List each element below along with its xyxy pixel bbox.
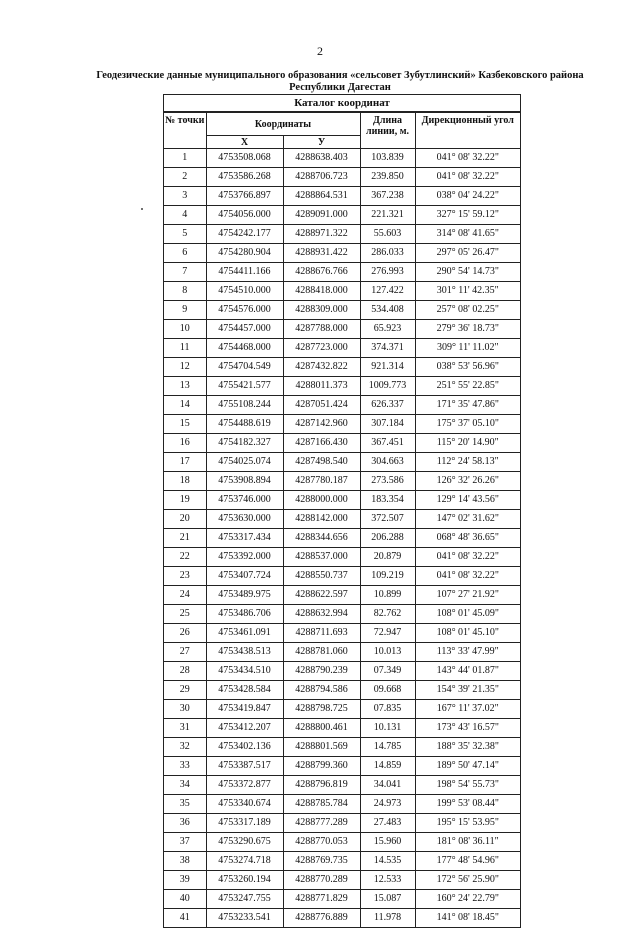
direction-angle-cell: 147° 02' 31.62": [415, 510, 520, 529]
point-number-cell: 26: [164, 624, 206, 643]
line-length-cell: 307.184: [360, 415, 415, 434]
direction-angle-cell: 251° 55' 22.85": [415, 377, 520, 396]
point-number-cell: 27: [164, 643, 206, 662]
direction-angle-cell: 038° 04' 24.22": [415, 187, 520, 206]
table-row: [164, 586, 520, 605]
table-row: [164, 377, 520, 396]
point-number-cell: 28: [164, 662, 206, 681]
line-length-cell: 626.337: [360, 396, 415, 415]
page-number: 2: [317, 44, 323, 58]
x-coordinate-cell: 4754576.000: [206, 301, 283, 320]
coordinates-table: [164, 112, 520, 927]
point-number-cell: 18: [164, 472, 206, 491]
y-coordinate-cell: 4288000.000: [283, 491, 360, 510]
point-number-cell: 37: [164, 833, 206, 852]
y-coordinate-cell: 4288794.586: [283, 681, 360, 700]
table-row: [164, 149, 520, 168]
x-coordinate-cell: 4753746.000: [206, 491, 283, 510]
table-row: [164, 776, 520, 795]
direction-angle-cell: 068° 48' 36.65": [415, 529, 520, 548]
line-length-cell: 127.422: [360, 282, 415, 301]
y-coordinate-cell: 4288790.239: [283, 662, 360, 681]
x-coordinate-cell: 4754280.904: [206, 244, 283, 263]
x-coordinate-cell: 4754056.000: [206, 206, 283, 225]
line-length-cell: 10.013: [360, 643, 415, 662]
table-row: [164, 738, 520, 757]
direction-angle-cell: 143° 44' 01.87": [415, 662, 520, 681]
table-row: [164, 396, 520, 415]
y-coordinate-cell: 4287788.000: [283, 320, 360, 339]
y-coordinate-cell: 4288632.994: [283, 605, 360, 624]
y-coordinate-cell: 4288864.531: [283, 187, 360, 206]
x-coordinate-cell: 4753438.513: [206, 643, 283, 662]
line-length-cell: 273.586: [360, 472, 415, 491]
x-coordinate-cell: 4755108.244: [206, 396, 283, 415]
y-coordinate-cell: 4287723.000: [283, 339, 360, 358]
line-length-cell: 367.451: [360, 434, 415, 453]
y-coordinate-cell: 4288776.889: [283, 909, 360, 928]
catalog-title: Каталог координат: [164, 95, 520, 112]
y-coordinate-cell: 4288771.829: [283, 890, 360, 909]
point-number-cell: 34: [164, 776, 206, 795]
table-row: [164, 206, 520, 225]
y-coordinate-cell: 4288799.360: [283, 757, 360, 776]
line-length-cell: 14.535: [360, 852, 415, 871]
point-number-cell: 7: [164, 263, 206, 282]
point-number-cell: 10: [164, 320, 206, 339]
x-coordinate-cell: 4755421.577: [206, 377, 283, 396]
direction-angle-cell: 041° 08' 32.22": [415, 567, 520, 586]
line-length-cell: 15.087: [360, 890, 415, 909]
direction-angle-cell: 189° 50' 47.14": [415, 757, 520, 776]
y-coordinate-cell: 4288418.000: [283, 282, 360, 301]
x-coordinate-cell: 4753434.510: [206, 662, 283, 681]
y-coordinate-cell: 4288796.819: [283, 776, 360, 795]
x-coordinate-cell: 4754025.074: [206, 453, 283, 472]
y-coordinate-cell: 4288711.693: [283, 624, 360, 643]
direction-angle-cell: 301° 11' 42.35": [415, 282, 520, 301]
line-length-cell: 183.354: [360, 491, 415, 510]
line-length-cell: 12.533: [360, 871, 415, 890]
line-length-cell: 20.879: [360, 548, 415, 567]
y-coordinate-cell: 4288676.766: [283, 263, 360, 282]
table-row: [164, 605, 520, 624]
line-length-cell: 07.835: [360, 700, 415, 719]
table-row: [164, 890, 520, 909]
x-coordinate-cell: 4753630.000: [206, 510, 283, 529]
direction-angle-cell: 108° 01' 45.09": [415, 605, 520, 624]
x-coordinate-cell: 4753461.091: [206, 624, 283, 643]
y-coordinate-cell: 4288798.725: [283, 700, 360, 719]
x-coordinate-cell: 4753233.541: [206, 909, 283, 928]
line-length-cell: 304.663: [360, 453, 415, 472]
direction-angle-cell: 171° 35' 47.86": [415, 396, 520, 415]
x-coordinate-cell: 4754468.000: [206, 339, 283, 358]
point-number-cell: 14: [164, 396, 206, 415]
table-row: [164, 434, 520, 453]
direction-angle-cell: 126° 32' 26.26": [415, 472, 520, 491]
x-coordinate-cell: 4753402.136: [206, 738, 283, 757]
table-row: [164, 567, 520, 586]
line-length-cell: 72.947: [360, 624, 415, 643]
y-coordinate-cell: 4288931.422: [283, 244, 360, 263]
direction-angle-cell: 038° 53' 56.96": [415, 358, 520, 377]
y-coordinate-cell: 4288622.597: [283, 586, 360, 605]
direction-angle-cell: 195° 15' 53.95": [415, 814, 520, 833]
direction-angle-cell: 175° 37' 05.10": [415, 415, 520, 434]
direction-angle-cell: 041° 08' 32.22": [415, 548, 520, 567]
line-length-cell: 239.850: [360, 168, 415, 187]
y-coordinate-cell: 4288800.461: [283, 719, 360, 738]
table-row: [164, 624, 520, 643]
direction-angle-cell: 327° 15' 59.12": [415, 206, 520, 225]
x-coordinate-cell: 4753428.584: [206, 681, 283, 700]
table-row: [164, 187, 520, 206]
y-coordinate-cell: 4287432.822: [283, 358, 360, 377]
header-y: У: [283, 136, 360, 149]
point-number-cell: 17: [164, 453, 206, 472]
x-coordinate-cell: 4754488.619: [206, 415, 283, 434]
y-coordinate-cell: 4288781.060: [283, 643, 360, 662]
x-coordinate-cell: 4754182.327: [206, 434, 283, 453]
x-coordinate-cell: 4753387.517: [206, 757, 283, 776]
line-length-cell: 286.033: [360, 244, 415, 263]
direction-angle-cell: 257° 08' 02.25": [415, 301, 520, 320]
point-number-cell: 2: [164, 168, 206, 187]
x-coordinate-cell: 4754411.166: [206, 263, 283, 282]
direction-angle-cell: 129° 14' 43.56": [415, 491, 520, 510]
x-coordinate-cell: 4753317.434: [206, 529, 283, 548]
table-row: [164, 491, 520, 510]
header-point-number: № точки: [164, 113, 206, 149]
point-number-cell: 40: [164, 890, 206, 909]
line-length-cell: 109.219: [360, 567, 415, 586]
header-direction-angle: Дирекционный угол: [415, 113, 520, 149]
line-length-cell: 221.321: [360, 206, 415, 225]
point-number-cell: 39: [164, 871, 206, 890]
table-row: [164, 833, 520, 852]
line-length-cell: 15.960: [360, 833, 415, 852]
line-length-cell: 11.978: [360, 909, 415, 928]
title-line-1: Геодезические данные муниципального образования «сельсовет Зубутлинский» Казбековского района: [96, 70, 584, 81]
line-length-cell: 82.762: [360, 605, 415, 624]
line-length-cell: 07.349: [360, 662, 415, 681]
line-length-cell: 10.131: [360, 719, 415, 738]
point-number-cell: 25: [164, 605, 206, 624]
table-row: [164, 453, 520, 472]
point-number-cell: 8: [164, 282, 206, 301]
direction-angle-cell: 041° 08' 32.22": [415, 149, 520, 168]
x-coordinate-cell: 4753908.894: [206, 472, 283, 491]
direction-angle-cell: 177° 48' 54.96": [415, 852, 520, 871]
point-number-cell: 9: [164, 301, 206, 320]
direction-angle-cell: 173° 43' 16.57": [415, 719, 520, 738]
line-length-cell: 372.507: [360, 510, 415, 529]
line-length-cell: 14.859: [360, 757, 415, 776]
table-row: [164, 719, 520, 738]
y-coordinate-cell: 4287166.430: [283, 434, 360, 453]
line-length-cell: 55.603: [360, 225, 415, 244]
table-row: [164, 814, 520, 833]
direction-angle-cell: 290° 54' 14.73": [415, 263, 520, 282]
table-row: [164, 795, 520, 814]
line-length-cell: 367.238: [360, 187, 415, 206]
y-coordinate-cell: 4289091.000: [283, 206, 360, 225]
point-number-cell: 29: [164, 681, 206, 700]
direction-angle-cell: 154° 39' 21.35": [415, 681, 520, 700]
point-number-cell: 41: [164, 909, 206, 928]
y-coordinate-cell: 4288706.723: [283, 168, 360, 187]
table-row: [164, 681, 520, 700]
line-length-cell: 27.483: [360, 814, 415, 833]
direction-angle-cell: 199° 53' 08.44": [415, 795, 520, 814]
y-coordinate-cell: 4288537.000: [283, 548, 360, 567]
direction-angle-cell: 112° 24' 58.13": [415, 453, 520, 472]
table-row: [164, 643, 520, 662]
x-coordinate-cell: 4754510.000: [206, 282, 283, 301]
point-number-cell: 5: [164, 225, 206, 244]
table-row: [164, 225, 520, 244]
point-number-cell: 33: [164, 757, 206, 776]
table-row: [164, 263, 520, 282]
x-coordinate-cell: 4753274.718: [206, 852, 283, 871]
table-row: [164, 871, 520, 890]
table-row: [164, 662, 520, 681]
point-number-cell: 21: [164, 529, 206, 548]
y-coordinate-cell: 4288785.784: [283, 795, 360, 814]
table-row: [164, 358, 520, 377]
line-length-cell: 921.314: [360, 358, 415, 377]
x-coordinate-cell: 4753317.189: [206, 814, 283, 833]
table-row: [164, 301, 520, 320]
table-row: [164, 472, 520, 491]
point-number-cell: 32: [164, 738, 206, 757]
y-coordinate-cell: 4288777.289: [283, 814, 360, 833]
y-coordinate-cell: 4288769.735: [283, 852, 360, 871]
table-row: [164, 909, 520, 928]
point-number-cell: 31: [164, 719, 206, 738]
x-coordinate-cell: 4753486.706: [206, 605, 283, 624]
line-length-cell: 09.668: [360, 681, 415, 700]
y-coordinate-cell: 4288011.373: [283, 377, 360, 396]
x-coordinate-cell: 4753392.000: [206, 548, 283, 567]
x-coordinate-cell: 4753489.975: [206, 586, 283, 605]
direction-angle-cell: 188° 35' 32.38": [415, 738, 520, 757]
direction-angle-cell: 279° 36' 18.73": [415, 320, 520, 339]
direction-angle-cell: 115° 20' 14.90": [415, 434, 520, 453]
direction-angle-cell: 108° 01' 45.10": [415, 624, 520, 643]
line-length-cell: 14.785: [360, 738, 415, 757]
table-row: [164, 757, 520, 776]
point-number-cell: 20: [164, 510, 206, 529]
point-number-cell: 15: [164, 415, 206, 434]
direction-angle-cell: 041° 08' 32.22": [415, 168, 520, 187]
y-coordinate-cell: 4287498.540: [283, 453, 360, 472]
x-coordinate-cell: 4753247.755: [206, 890, 283, 909]
y-coordinate-cell: 4288801.569: [283, 738, 360, 757]
x-coordinate-cell: 4753586.268: [206, 168, 283, 187]
y-coordinate-cell: 4288142.000: [283, 510, 360, 529]
line-length-cell: 103.839: [360, 149, 415, 168]
point-number-cell: 36: [164, 814, 206, 833]
line-length-cell: 374.371: [360, 339, 415, 358]
y-coordinate-cell: 4287142.960: [283, 415, 360, 434]
direction-angle-cell: 107° 27' 21.92": [415, 586, 520, 605]
y-coordinate-cell: 4288770.053: [283, 833, 360, 852]
x-coordinate-cell: 4753372.877: [206, 776, 283, 795]
table-row: [164, 320, 520, 339]
x-coordinate-cell: 4753260.194: [206, 871, 283, 890]
line-length-cell: 206.288: [360, 529, 415, 548]
x-coordinate-cell: 4753412.207: [206, 719, 283, 738]
point-number-cell: 30: [164, 700, 206, 719]
table-row: [164, 529, 520, 548]
x-coordinate-cell: 4753340.674: [206, 795, 283, 814]
header-x: X: [206, 136, 283, 149]
direction-angle-cell: 309° 11' 11.02": [415, 339, 520, 358]
y-coordinate-cell: 4288550.737: [283, 567, 360, 586]
x-coordinate-cell: 4753290.675: [206, 833, 283, 852]
header-coordinates: Координаты: [206, 113, 360, 136]
header-line-length: Длина линии, м.: [360, 113, 415, 149]
point-number-cell: 19: [164, 491, 206, 510]
direction-angle-cell: 141° 08' 18.45": [415, 909, 520, 928]
line-length-cell: 534.408: [360, 301, 415, 320]
table-row: [164, 282, 520, 301]
line-length-cell: 1009.773: [360, 377, 415, 396]
point-number-cell: 3: [164, 187, 206, 206]
x-coordinate-cell: 4753419.847: [206, 700, 283, 719]
table-row: [164, 510, 520, 529]
point-number-cell: 11: [164, 339, 206, 358]
table-row: [164, 168, 520, 187]
point-number-cell: 1: [164, 149, 206, 168]
x-coordinate-cell: 4754242.177: [206, 225, 283, 244]
table-row: [164, 415, 520, 434]
table-row: [164, 852, 520, 871]
x-coordinate-cell: 4754704.549: [206, 358, 283, 377]
x-coordinate-cell: 4753407.724: [206, 567, 283, 586]
direction-angle-cell: 113° 33' 47.99": [415, 643, 520, 662]
y-coordinate-cell: 4288770.289: [283, 871, 360, 890]
table-row: [164, 700, 520, 719]
point-number-cell: 12: [164, 358, 206, 377]
y-coordinate-cell: 4287780.187: [283, 472, 360, 491]
direction-angle-cell: 314° 08' 41.65": [415, 225, 520, 244]
direction-angle-cell: 297° 05' 26.47": [415, 244, 520, 263]
line-length-cell: 65.923: [360, 320, 415, 339]
point-number-cell: 23: [164, 567, 206, 586]
x-coordinate-cell: 4753508.068: [206, 149, 283, 168]
direction-angle-cell: 167° 11' 37.02": [415, 700, 520, 719]
direction-angle-cell: 198° 54' 55.73": [415, 776, 520, 795]
y-coordinate-cell: 4288971.322: [283, 225, 360, 244]
point-number-cell: 22: [164, 548, 206, 567]
table-row: [164, 548, 520, 567]
point-number-cell: 35: [164, 795, 206, 814]
direction-angle-cell: 181° 08' 36.11": [415, 833, 520, 852]
y-coordinate-cell: 4287051.424: [283, 396, 360, 415]
table-row: [164, 244, 520, 263]
point-number-cell: 16: [164, 434, 206, 453]
coordinates-catalog: [163, 94, 521, 928]
line-length-cell: 24.973: [360, 795, 415, 814]
y-coordinate-cell: 4288309.000: [283, 301, 360, 320]
point-number-cell: 38: [164, 852, 206, 871]
line-length-cell: 34.041: [360, 776, 415, 795]
direction-angle-cell: 172° 56' 25.90": [415, 871, 520, 890]
line-length-cell: 276.993: [360, 263, 415, 282]
document-title: [60, 70, 620, 94]
y-coordinate-cell: 4288344.656: [283, 529, 360, 548]
direction-angle-cell: 160° 24' 22.79": [415, 890, 520, 909]
y-coordinate-cell: 4288638.403: [283, 149, 360, 168]
scan-speck: [141, 208, 143, 210]
point-number-cell: 13: [164, 377, 206, 396]
point-number-cell: 6: [164, 244, 206, 263]
line-length-cell: 10.899: [360, 586, 415, 605]
x-coordinate-cell: 4754457.000: [206, 320, 283, 339]
x-coordinate-cell: 4753766.897: [206, 187, 283, 206]
table-row: [164, 339, 520, 358]
title-line-2: Республики Дагестан: [289, 82, 391, 93]
point-number-cell: 4: [164, 206, 206, 225]
point-number-cell: 24: [164, 586, 206, 605]
